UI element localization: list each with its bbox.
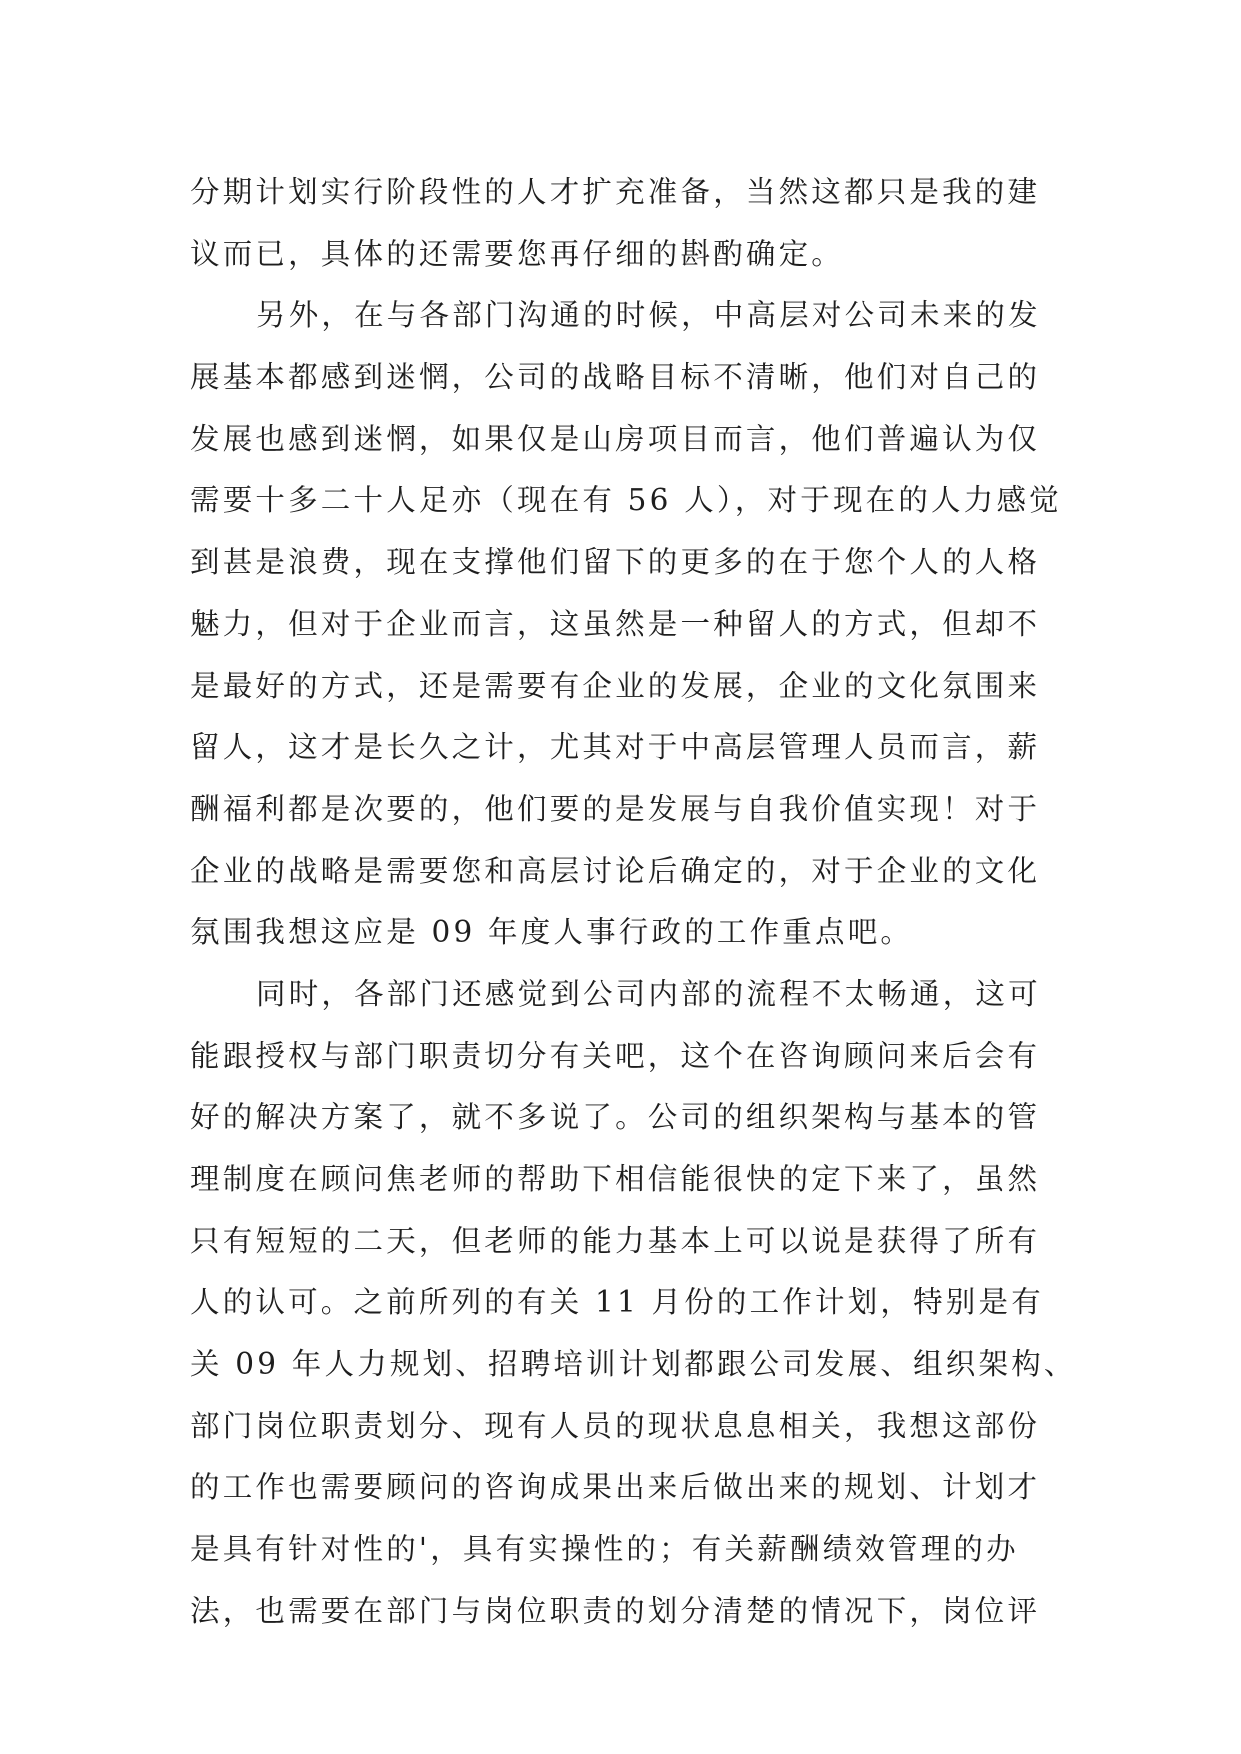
text-line: 发展也感到迷惘，如果仅是山房项目而言，他们普遍认为仅 bbox=[190, 421, 1041, 456]
text-line: 能跟授权与部门职责切分有关吧，这个在咨询顾问来后会有 bbox=[190, 1038, 1041, 1073]
text-line: 议而已，具体的还需要您再仔细的斟酌确定。 bbox=[190, 236, 845, 271]
text-line: 好的解决方案了，就不多说了。公司的组织架构与基本的管 bbox=[190, 1100, 1041, 1135]
text-line: 部门岗位职责划分、现有人员的现状息息相关，我想这部份 bbox=[190, 1408, 1041, 1443]
text-line: 分期计划实行阶段性的人才扩充准备，当然这都只是我的建 bbox=[190, 175, 1041, 209]
document-body bbox=[190, 162, 1077, 1643]
paragraph-start-line: 另外，在与各部门沟通的时候，中高层对公司未来的发 bbox=[256, 298, 1041, 333]
paragraph-start-line: 同时，各部门还感觉到公司内部的流程不太畅通，这可 bbox=[256, 976, 1041, 1011]
text-line: 只有短短的二天，但老师的能力基本上可以说是获得了所有 bbox=[190, 1223, 1041, 1258]
text-line: 的工作也需要顾问的咨询成果出来后做出来的规划、计划才 bbox=[190, 1470, 1041, 1505]
text-line: 魅力，但对于企业而言，这虽然是一种留人的方式，但却不 bbox=[190, 606, 1041, 641]
text-line: 留人，这才是长久之计，尤其对于中高层管理人员而言，薪 bbox=[190, 730, 1041, 765]
text-line: 企业的战略是需要您和高层讨论后确定的，对于企业的文化 bbox=[190, 853, 1041, 888]
text-line: 关 09 年人力规划、招聘培训计划都跟公司发展、组织架构、 bbox=[190, 1347, 1077, 1382]
text-line: 酬福利都是次要的，他们要的是发展与自我价值实现！对于 bbox=[190, 791, 1041, 826]
text-line: 展基本都感到迷惘，公司的战略目标不清晰，他们对自己的 bbox=[190, 360, 1041, 395]
text-line: 到甚是浪费，现在支撑他们留下的更多的在于您个人的人格 bbox=[190, 545, 1041, 580]
text-line: 需要十多二十人足亦（现在有 56 人），对于现在的人力感觉 bbox=[190, 483, 1062, 518]
text-line: 法，也需要在部门与岗位职责的划分清楚的情况下，岗位评 bbox=[190, 1593, 1041, 1628]
text-line: 人的认可。之前所列的有关 11 月份的工作计划，特别是有 bbox=[190, 1285, 1044, 1320]
text-line: 是具有针对性的'，具有实操性的；有关薪酬绩效管理的办 bbox=[190, 1532, 1019, 1567]
text-line: 理制度在顾问焦老师的帮助下相信能很快的定下来了，虽然 bbox=[190, 1162, 1041, 1196]
text-line: 是最好的方式，还是需要有企业的发展，企业的文化氛围来 bbox=[190, 668, 1041, 703]
text-line: 氛围我想这应是 09 年度人事行政的工作重点吧。 bbox=[190, 915, 914, 950]
